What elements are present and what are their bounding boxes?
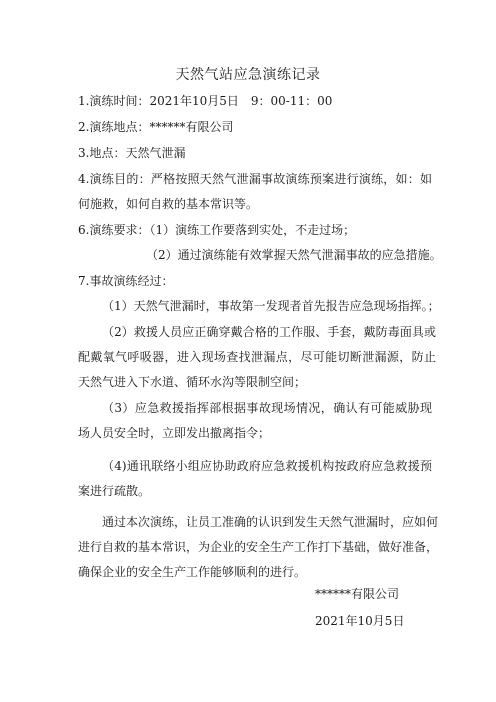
drill-requirement-2: （2）通过演练能有效掌握天然气泄漏事故的应急措施。 — [146, 248, 442, 262]
drill-site: 3.地点：天然气泄漏 — [78, 146, 186, 160]
signature-date: 2021年10月5日 — [315, 614, 405, 628]
drill-step-4: （4)通讯联络小组应协助政府应急救援机构按政府应急救援预案进行疏散。 — [78, 459, 432, 498]
drill-time: 1.演练时间：2021年10月5日 9：00-11：00 — [78, 94, 333, 108]
document-title: 天然气站应急演练记录 — [175, 67, 321, 83]
drill-purpose: 4.演练目的：严格按照天然气泄漏事故演练预案进行演练，如：如何施救，如何自救的基本常识等。 — [78, 172, 432, 211]
drill-conclusion: 通过本次演练，让员工准确的认识到发生天然气泄漏时，应如何进行自救的基本常识，为企业的安全生产工作打下基础，做好准备，确保企业的安全生产工作能够顺利的进行。 — [78, 515, 439, 579]
drill-requirement-1: 6.演练要求：（1）演练工作要落到实处，不走过场； — [78, 223, 356, 237]
signature-company: ******有限公司 — [315, 587, 400, 601]
drill-step-2: （2）救援人员应正确穿戴合格的工作服、手套，戴防毒面具或配戴氧气呼吸器，进入现场查找泄漏点，尽可能切断泄漏源，防止天然气进入下水道、循环水沟等限制空间； — [78, 325, 436, 389]
drill-step-1: （1）天然气泄漏时，事故第一发现者首先报告应急现场指挥。； — [102, 299, 440, 313]
drill-process-heading: 7.事故演练经过： — [78, 274, 174, 288]
drill-place: 2.演练地点：******有限公司 — [78, 120, 234, 134]
drill-step-3: （3）应急救援指挥部根据事故现场情况，确认有可能威胁现场人员安全时，立即发出撤离指令； — [78, 401, 432, 440]
